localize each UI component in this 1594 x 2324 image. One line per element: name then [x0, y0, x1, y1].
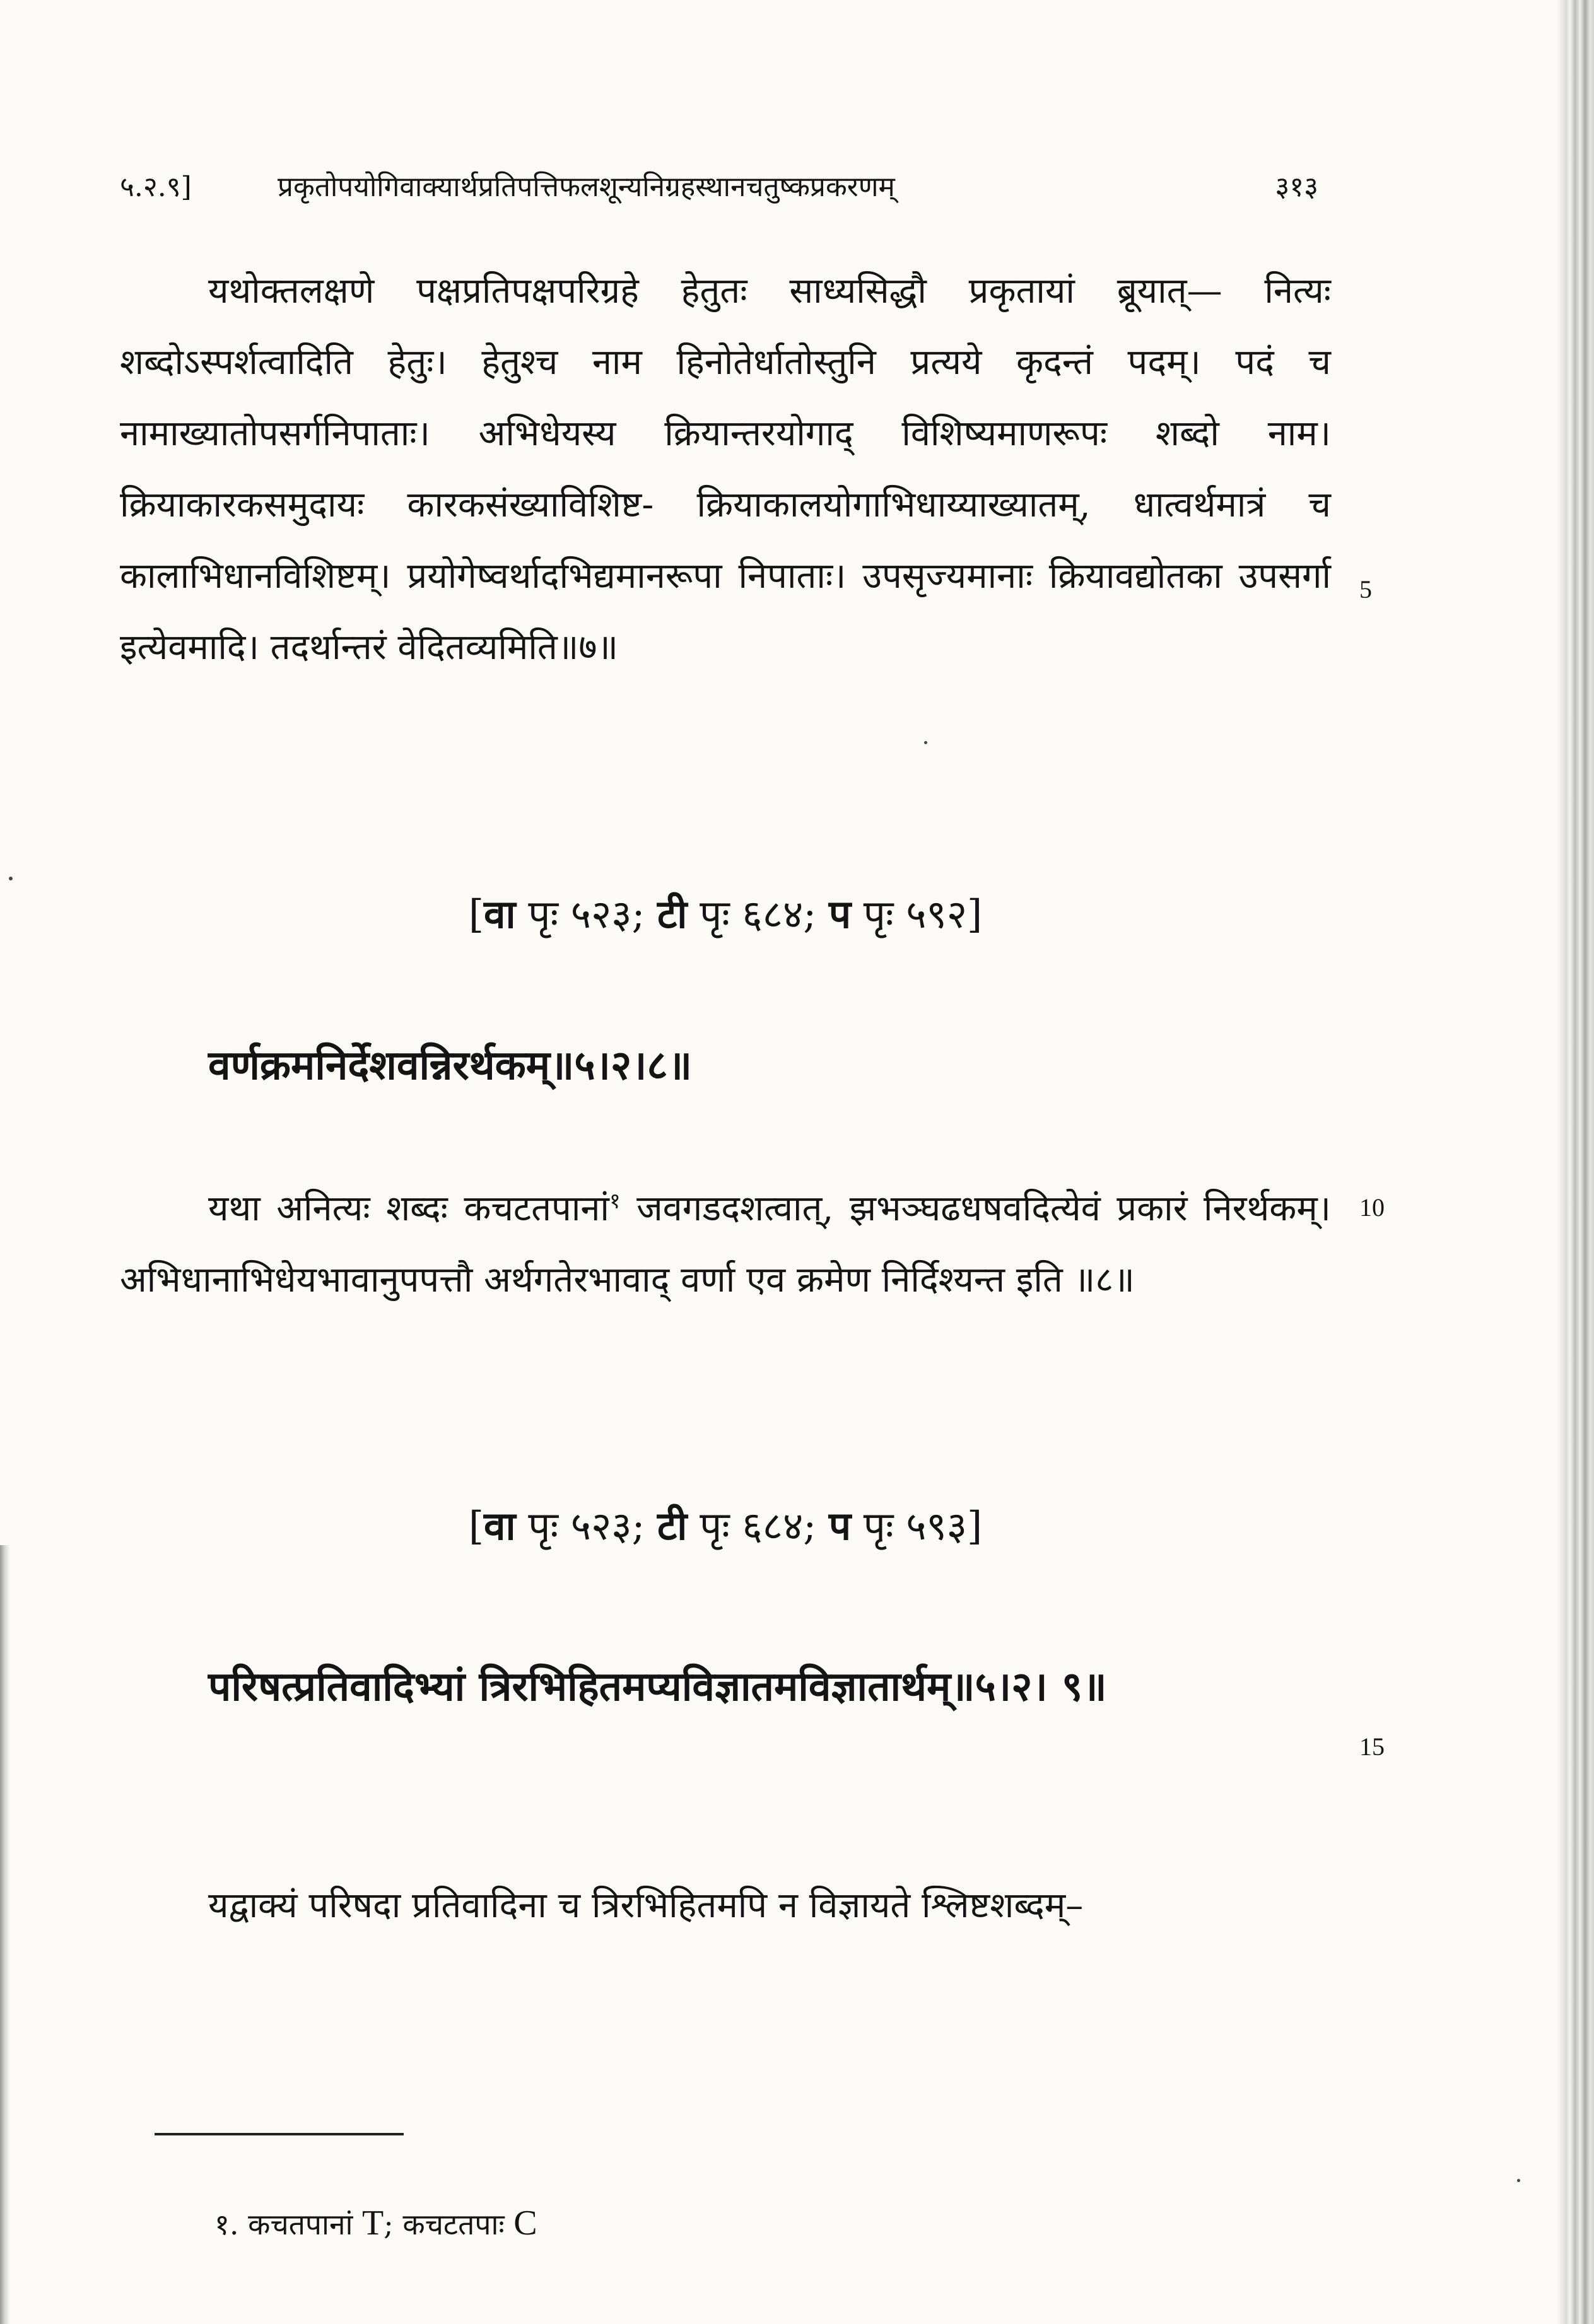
sutra-5-2-8: वर्णक्रमनिर्देशवन्निरर्थकम्॥५।२।८॥ [208, 1042, 693, 1089]
running-header [120, 165, 1318, 209]
citation-1: [वा पृः ५२३; टी पृः ६८४; प पृः ५९२] [468, 891, 983, 937]
footnote-number: १. [214, 2207, 249, 2241]
cite-pa: प [828, 891, 852, 937]
footnote-reading-b: कचटतपाः [402, 2207, 514, 2241]
cite-va: वा [484, 891, 516, 937]
para2-text-a: यथा अनित्यः शब्दः कचटतपानां [208, 1188, 609, 1229]
footnote-reading-a: कचतपानां [248, 2207, 363, 2241]
cite-va-ref: पृः ५२३; [515, 891, 658, 937]
sutra-5-2-9: परिषत्प्रतिवादिभ्यां त्रिरभिहितमप्यविज्ञातमविज्ञातार्थम्॥५।२। ९॥ [208, 1663, 1107, 1710]
paragraph-commentary-9: यद्वाक्यं परिषदा प्रतिवादिना च त्रिरभिहितमपि न विज्ञायते श्लिष्टशब्दम्– [208, 1885, 1084, 1926]
cite-va-ref: पृः ५२३; [515, 1503, 658, 1549]
footnote-1 [214, 2201, 537, 2246]
line-number-10: 10 [1359, 1193, 1385, 1222]
footnote-siglum-b: C [513, 2204, 537, 2243]
paragraph-commentary-8 [120, 1173, 1331, 1387]
paragraph-commentary-7: यथोक्तलक्षणे पक्षप्रतिपक्षपरिग्रहे हेतुतः साध्यसिद्धौ प्रकृतायां ब्रूयात्— नित्यः शब्दोऽस्पर्शत्वादिति हेतुः। हेतुश्च नाम हिनोतेर्धातोस्तुनि प्रत्यये कृदन्तं पदम्। पदं च नामाख्यातोपसर्गनिपाताः। अभिधेयस्य क्रियान्तरयोगाद् विशिष्यमाणरूपः शब्दो नाम। क्रियाकारकसमुदायः कारकसंख्याविशिष्ट- क्रियाकालयोगाभिधाय्याख्यातम्, धात्वर्थमात्रं च कालाभिधानविशिष्टम्। प्रयोगेष्वर्थादभिद्यमानरूपा निपाताः। उपसृज्यमानाः क्रियावद्योतका उपसर्गा इत्येवमादि। तदर्थान्तरं वेदितव्यमिति॥७॥ [120, 271, 1331, 668]
header-section-ref: ५.२.९] [120, 171, 192, 203]
cite-pa-ref: पृः ५९२ [851, 891, 967, 937]
scan-speck [1517, 2179, 1520, 2182]
scan-edge-left [0, 1545, 10, 2324]
footnote-separator: ; [384, 2207, 403, 2241]
line-number-5: 5 [1359, 575, 1372, 604]
line-number-15: 15 [1359, 1732, 1385, 1761]
cite-pa: प [828, 1503, 852, 1549]
cite-ti: टी [657, 891, 688, 937]
cite-va: वा [484, 1503, 516, 1549]
cite-ti-ref: पृः ६८४; [687, 891, 829, 937]
scan-edge-right [1557, 0, 1594, 2324]
page-number: ३१३ [1275, 171, 1318, 203]
cite-ti-ref: पृः ६८४; [687, 1503, 829, 1549]
footnote-rule [155, 2133, 404, 2135]
footnote-siglum-a: T [362, 2204, 384, 2243]
para2-text-b: जवगडदशत्वात्, झभञ्घढधषवदित्येवं प्रकारं निरर्थकम्। अभिधानाभिधेयभावानुपपत्तौ अर्थगतेरभावाद् वर्णा एव क्रमेण निर्दिश्यन्त इति ॥८॥ [120, 1188, 1331, 1300]
scan-speck [9, 877, 13, 880]
cite-pa-ref: पृः ५९३ [851, 1503, 967, 1549]
header-title: प्रकृतोपयोगिवाक्यार्थप्रतिपत्तिफलशून्यनिग्रहस्थानचतुष्कप्रकरणम् [278, 171, 895, 203]
citation-2: [वा पृः ५२३; टी पृः ६८४; प पृः ५९३] [468, 1503, 983, 1549]
cite-ti: टी [657, 1503, 688, 1549]
footnote-marker: १ [609, 1188, 621, 1214]
